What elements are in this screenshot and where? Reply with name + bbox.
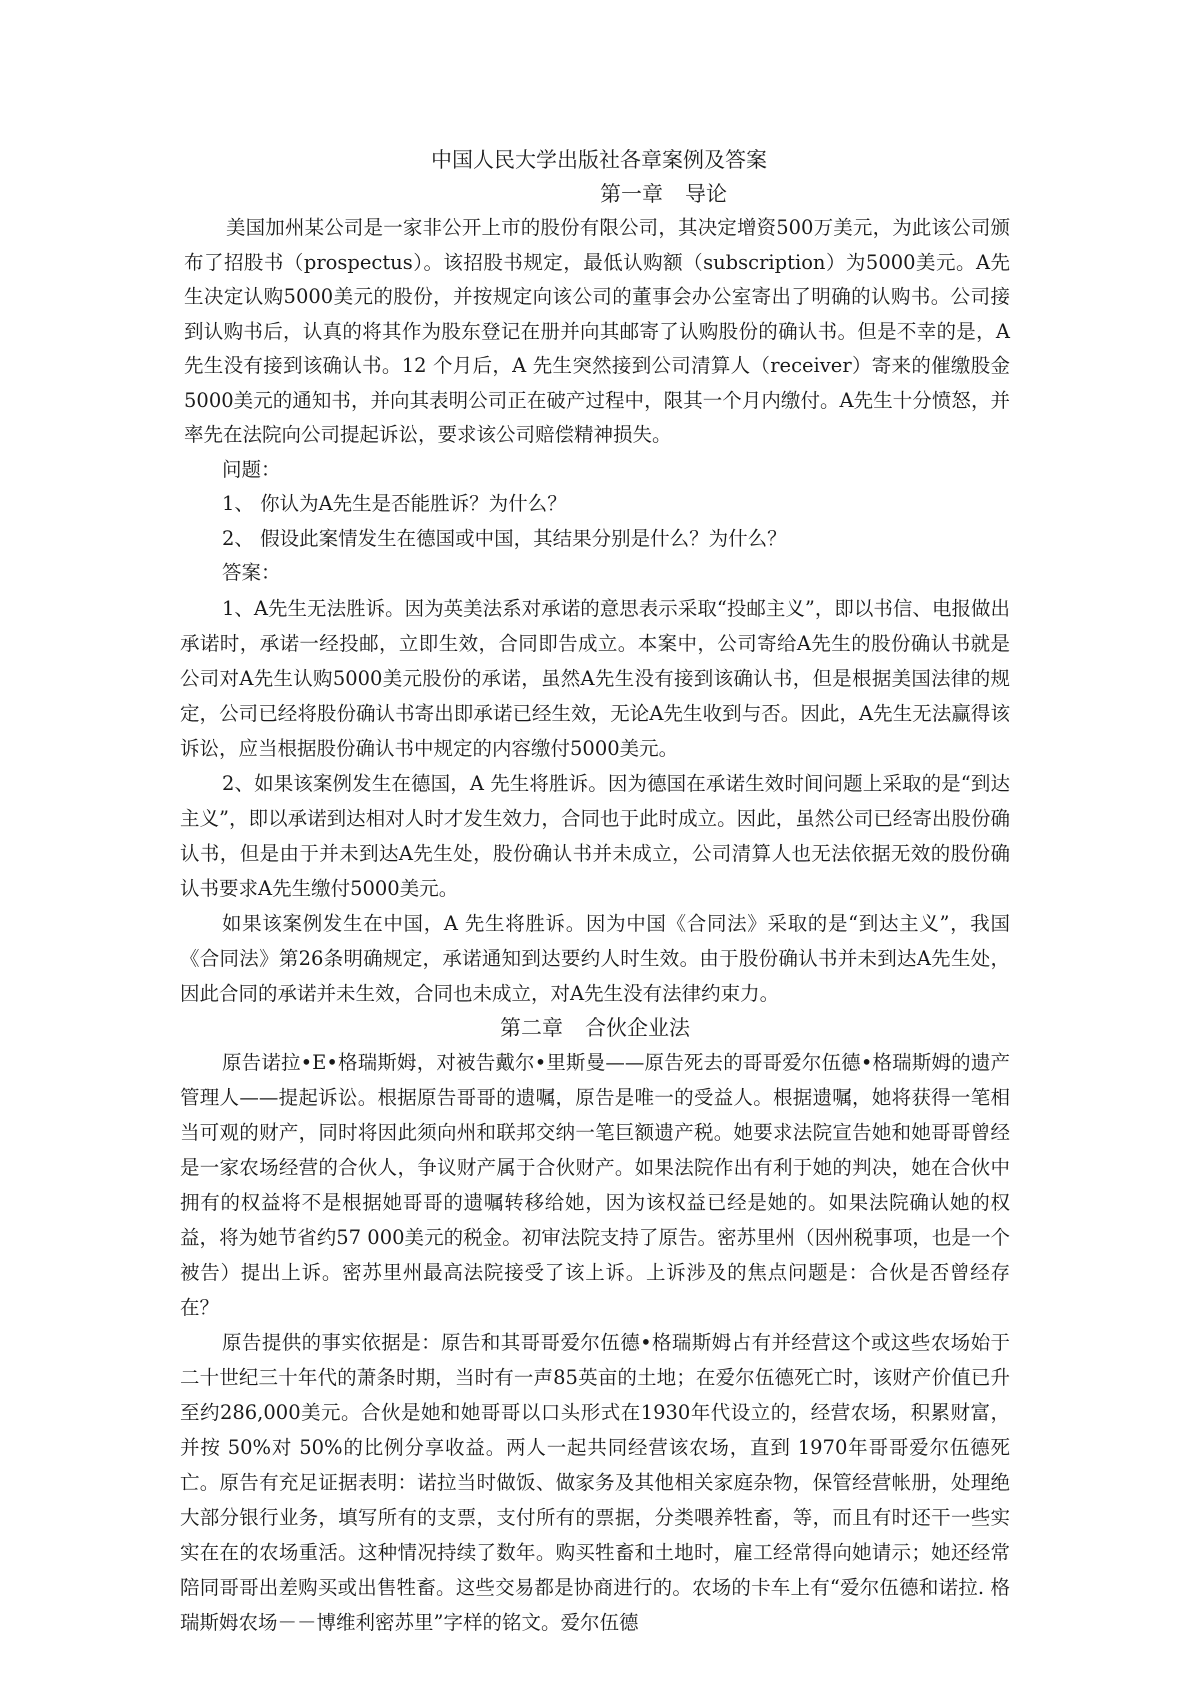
question-item-2: 2、 假设此案情发生在德国或中国，其结果分别是什么？为什么？	[222, 526, 787, 550]
chapter-2-paragraph-2: 原告提供的事实依据是：原告和其哥哥爱尔伍德•格瑞斯姆占有并经营这个或这些农场始于二十世纪三十年代的萧条时期，当时有一声85英亩的土地；在爱尔伍德死亡时，该财产价值已升至约286,000美元。合伙是她和她哥哥以口头形式在1930年代设立的，经营农场，积累财富，并按 50%对 50%的比例分享收益。两人一起共同经营该农场，直到 1970年哥哥爱尔伍德死亡。原告有充足证据表明：诺拉当时做饭、做家务及其他相关家庭杂物，保管经营帐册，处理绝大部分银行业务，填写所有的支票，支付所有的票据，分类喂养牲畜，等，而且有时还干一些实实在在的农场重活。这种情况持续了数年。购买牲畜和土地时，雇工经常得向她请示；她还经常陪同哥哥出差购买或出售牲畜。这些交易都是协商进行的。农场的卡车上有“爱尔伍德和诺拉. 格瑞斯姆农场－－博维利密苏里”字样的铭文。爱尔伍德	[180, 1330, 1010, 1634]
chapter-1-heading	[180, 177, 1010, 211]
answer-paragraph-1: 1、A先生无法胜诉。因为英美法系对承诺的意思表示采取“投邮主义”，即以书信、电报做出承诺时，承诺一经投邮，立即生效，合同即告成立。本案中，公司寄给A先生的股份确认书就是公司对A先生认购5000美元股份的承诺，虽然A先生没有接到该确认书，但是根据美国法律的规定，公司已经将股份确认书寄出即承诺已经生效，无论A先生收到与否。因此，A先生无法赢得该诉讼，应当根据股份确认书中规定的内容缴付5000美元。	[180, 596, 1010, 760]
chapter-1-number: 第一章	[600, 182, 663, 206]
chapter-1-name: 导论	[685, 182, 727, 206]
answers-label: 答案：	[222, 561, 281, 584]
chapter-2-paragraph-1: 原告诺拉•E•格瑞斯姆，对被告戴尔•里斯曼——原告死去的哥哥爱尔伍德•格瑞斯姆的遗产管理人——提起诉讼。根据原告哥哥的遗嘱，原告是唯一的受益人。根据遗嘱，她将获得一笔相当可观的财产，同时将因此须向州和联邦交纳一笔巨额遗产税。她要求法院宣告她和她哥哥曾经是一家农场经营的合伙人，争议财产属于合伙财产。如果法院作出有利于她的判决，她在合伙中拥有的权益将不是根据她哥哥的遗嘱转移给她，因为该权益已经是她的。如果法院确认她的权益，将为她节省约57 000美元的税金。初审法院支持了原告。密苏里州（因州税事项，也是一个被告）提出上诉。密苏里州最高法院接受了该上诉。上诉涉及的焦点问题是：合伙是否曾经存在？	[180, 1050, 1010, 1319]
chapter-2-case	[180, 1045, 1010, 1640]
document-title: 中国人民大学出版社各章案例及答案	[431, 148, 767, 172]
chapter-2-name: 合伙企业法	[585, 1015, 690, 1040]
answer-paragraph-3: 如果该案例发生在中国，A 先生将胜诉。因为中国《合同法》采取的是“到达主义”，我国《合同法》第26条明确规定，承诺通知到达要约人时生效。由于股份确认书并未到达A先生处，因此合同的承诺并未生效，合同也未成立，对A先生没有法律约束力。	[180, 911, 1010, 1005]
document-body	[180, 143, 1010, 1640]
answer-paragraph-2: 2、如果该案例发生在德国，A 先生将胜诉。因为德国在承诺生效时间问题上采取的是“到达主义”，即以承诺到达相对人时才发生效力，合同也于此时成立。因此，虽然公司已经寄出股份确认书，但是由于并未到达A先生处，股份确认书并未成立，公司清算人也无法依据无效的股份确认书要求A先生缴付5000美元。	[180, 771, 1010, 900]
questions-label: 问题：	[222, 457, 281, 481]
chapter-1-case-paragraph: 美国加州某公司是一家非公开上市的股份有限公司，其决定增资500万美元，为此该公司颁布了招股书（prospectus）。该招股书规定，最低认购额（subscription）为5000美元。A先生决定认购5000美元的股份，并按规定向该公司的董事会办公室寄出了明确的认购书。公司接到认购书后，认真的将其作为股东登记在册并向其邮寄了认购股份的确认书。但是不幸的是，A 先生没有接到该确认书。12 个月后，A 先生突然接到公司清算人（receiver）寄来的催缴股金 5000美元的通知书，并向其表明公司正在破产过程中，限其一个月内缴付。A先生十分愤怒，并率先在法院向公司提起诉讼，要求该公司赔偿精神损失。	[184, 216, 1010, 446]
chapter-2-number: 第二章	[500, 1015, 563, 1040]
question-item-1: 1、 你认为A先生是否能胜诉？为什么？	[222, 492, 567, 515]
chapter-2-heading	[180, 1011, 1010, 1045]
